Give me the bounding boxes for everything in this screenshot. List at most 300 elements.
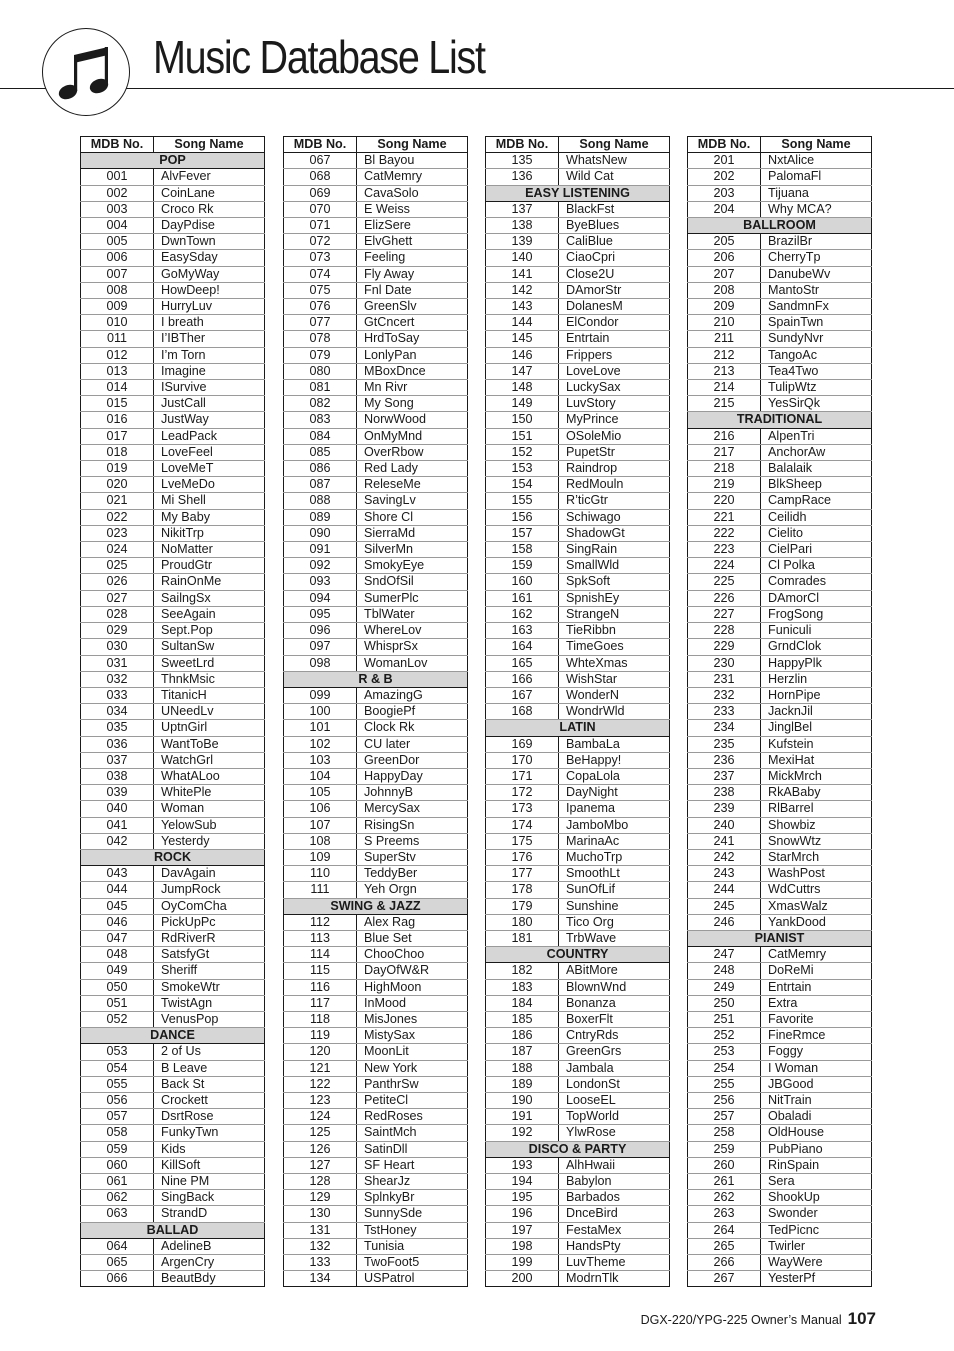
- mdb-number: 009: [81, 299, 154, 315]
- table-row: [81, 250, 265, 266]
- mdb-number: 180: [486, 914, 559, 930]
- song-name: Wild Cat: [559, 169, 670, 185]
- mdb-number: 100: [284, 704, 357, 720]
- song-name: CopaLola: [559, 768, 670, 784]
- table-row: [81, 185, 265, 201]
- table-row: [284, 461, 468, 477]
- mdb-number: 164: [486, 639, 559, 655]
- song-name: Tico Org: [559, 914, 670, 930]
- mdb-number: 170: [486, 752, 559, 768]
- song-name: YlwRose: [559, 1125, 670, 1141]
- table-row: [81, 509, 265, 525]
- table-row: [284, 363, 468, 379]
- table-row: [81, 218, 265, 234]
- song-name: PickUpPc: [154, 914, 265, 930]
- song-name: AlpenTri: [761, 428, 872, 444]
- mdb-number: 203: [688, 185, 761, 201]
- table-row: [284, 1044, 468, 1060]
- mdb-number: 070: [284, 201, 357, 217]
- table-header-row: [486, 137, 670, 153]
- song-name: WdCuttrs: [761, 882, 872, 898]
- song-name: WatchGrl: [154, 752, 265, 768]
- table-row: [688, 639, 872, 655]
- table-row: [688, 331, 872, 347]
- mdb-number: 037: [81, 752, 154, 768]
- category-label: COUNTRY: [486, 947, 670, 963]
- mdb-number: 049: [81, 963, 154, 979]
- table-row: [81, 282, 265, 298]
- mdb-number: 133: [284, 1255, 357, 1271]
- table-row: [284, 1190, 468, 1206]
- table-row: [284, 833, 468, 849]
- table-row: [81, 574, 265, 590]
- mdb-number: 161: [486, 590, 559, 606]
- category-row: [284, 898, 468, 914]
- table-row: [486, 558, 670, 574]
- mdb-number: 031: [81, 655, 154, 671]
- song-name: SierraMd: [357, 525, 468, 541]
- mdb-number: 010: [81, 315, 154, 331]
- table-row: [486, 299, 670, 315]
- song-name: Bl Bayou: [357, 153, 468, 169]
- song-name: Sera: [761, 1174, 872, 1190]
- table-row: [81, 558, 265, 574]
- mdb-number: 063: [81, 1206, 154, 1222]
- mdb-number: 061: [81, 1174, 154, 1190]
- mdb-number: 090: [284, 525, 357, 541]
- table-row: [486, 477, 670, 493]
- song-name: WhitePle: [154, 785, 265, 801]
- song-name: Kufstein: [761, 736, 872, 752]
- mdb-number: 262: [688, 1190, 761, 1206]
- table-row: [486, 785, 670, 801]
- mdb-number: 145: [486, 331, 559, 347]
- category-label: POP: [81, 153, 265, 169]
- table-row: [486, 444, 670, 460]
- song-name: DnceBird: [559, 1206, 670, 1222]
- song-name: RisingSn: [357, 817, 468, 833]
- table-row: [284, 1109, 468, 1125]
- mdb-number: 075: [284, 282, 357, 298]
- mdb-number: 208: [688, 282, 761, 298]
- table-row: [284, 1238, 468, 1254]
- table-row: [688, 1222, 872, 1238]
- table-row: [81, 752, 265, 768]
- table-row: [486, 250, 670, 266]
- table-row: [688, 396, 872, 412]
- song-name: BrazilBr: [761, 234, 872, 250]
- mdb-number: 192: [486, 1125, 559, 1141]
- song-name: S Preems: [357, 833, 468, 849]
- mdb-number: 182: [486, 963, 559, 979]
- song-name: ProudGtr: [154, 558, 265, 574]
- table-row: [688, 315, 872, 331]
- table-header-row: [284, 137, 468, 153]
- mdb-number: 034: [81, 704, 154, 720]
- song-name: Sunshine: [559, 898, 670, 914]
- mdb-number: 210: [688, 315, 761, 331]
- song-name: MickMrch: [761, 768, 872, 784]
- table-row: [284, 1076, 468, 1092]
- mdb-number: 197: [486, 1222, 559, 1238]
- song-name: HornPipe: [761, 687, 872, 703]
- mdb-number: 177: [486, 866, 559, 882]
- table-row: [486, 590, 670, 606]
- mdb-number: 261: [688, 1174, 761, 1190]
- song-name: UNeedLv: [154, 704, 265, 720]
- table-row: [284, 542, 468, 558]
- song-name: TieRibbn: [559, 623, 670, 639]
- mdb-number: 251: [688, 1011, 761, 1027]
- mdb-number: 254: [688, 1060, 761, 1076]
- song-name: DayOfW&R: [357, 963, 468, 979]
- table-row: [688, 266, 872, 282]
- mdb-number: 067: [284, 153, 357, 169]
- mdb-number: 162: [486, 606, 559, 622]
- table-row: [284, 1255, 468, 1271]
- table-row: [688, 428, 872, 444]
- table-row: [486, 509, 670, 525]
- song-name: WayWere: [761, 1255, 872, 1271]
- mdb-number: 023: [81, 525, 154, 541]
- song-name: DwnTown: [154, 234, 265, 250]
- mdb-number: 076: [284, 299, 357, 315]
- song-name: Foggy: [761, 1044, 872, 1060]
- song-name: Red Lady: [357, 461, 468, 477]
- song-name: SndOfSil: [357, 574, 468, 590]
- mdb-number: 065: [81, 1255, 154, 1271]
- song-name: Favorite: [761, 1011, 872, 1027]
- song-name: WhteXmas: [559, 655, 670, 671]
- table-row: [688, 1044, 872, 1060]
- header-song-name: Song Name: [761, 137, 872, 153]
- table-row: [486, 315, 670, 331]
- mdb-number: 135: [486, 153, 559, 169]
- mdb-number: 050: [81, 979, 154, 995]
- category-label: DANCE: [81, 1028, 265, 1044]
- song-name: BeautBdy: [154, 1271, 265, 1287]
- mdb-number: 155: [486, 493, 559, 509]
- song-name: SplnkyBr: [357, 1190, 468, 1206]
- table-row: [688, 833, 872, 849]
- mdb-number: 036: [81, 736, 154, 752]
- song-name: Balalaik: [761, 461, 872, 477]
- table-row: [81, 347, 265, 363]
- song-name: Bonanza: [559, 995, 670, 1011]
- song-name: MisJones: [357, 1011, 468, 1027]
- mdb-number: 107: [284, 817, 357, 833]
- table-row: [284, 299, 468, 315]
- table-row: [81, 623, 265, 639]
- category-row: [688, 218, 872, 234]
- table-row: [284, 866, 468, 882]
- song-name: SumerPlc: [357, 590, 468, 606]
- mdb-number: 146: [486, 347, 559, 363]
- mdb-number: 139: [486, 234, 559, 250]
- table-row: [284, 266, 468, 282]
- mdb-number: 101: [284, 720, 357, 736]
- song-name: SandmnFx: [761, 299, 872, 315]
- mdb-number: 043: [81, 866, 154, 882]
- song-name: TrbWave: [559, 930, 670, 946]
- mdb-number: 153: [486, 461, 559, 477]
- mdb-number: 167: [486, 687, 559, 703]
- song-name: ModrnTlk: [559, 1271, 670, 1287]
- mdb-number: 191: [486, 1109, 559, 1125]
- mdb-number: 244: [688, 882, 761, 898]
- table-row: [284, 1174, 468, 1190]
- category-row: [688, 930, 872, 946]
- song-name: RdRiverR: [154, 930, 265, 946]
- table-row: [688, 785, 872, 801]
- table-row: [284, 412, 468, 428]
- footer-manual-name: DGX-220/YPG-225 Owner’s Manual: [640, 1313, 842, 1327]
- table-row: [486, 671, 670, 687]
- mdb-number: 171: [486, 768, 559, 784]
- table-row: [486, 768, 670, 784]
- mdb-number: 234: [688, 720, 761, 736]
- table-row: [688, 1157, 872, 1173]
- table-row: [284, 1222, 468, 1238]
- mdb-number: 148: [486, 380, 559, 396]
- song-name: TopWorld: [559, 1109, 670, 1125]
- song-name: Entrtain: [761, 979, 872, 995]
- song-name: AdelineB: [154, 1238, 265, 1254]
- table-row: [81, 898, 265, 914]
- mdb-number: 248: [688, 963, 761, 979]
- mdb-number: 258: [688, 1125, 761, 1141]
- mdb-number: 112: [284, 914, 357, 930]
- mdb-number: 053: [81, 1044, 154, 1060]
- song-name: DAmorStr: [559, 282, 670, 298]
- table-row: [486, 655, 670, 671]
- table-row: [486, 1109, 670, 1125]
- table-row: [486, 428, 670, 444]
- mdb-number: 102: [284, 736, 357, 752]
- table-row: [81, 1157, 265, 1173]
- table-row: [486, 1255, 670, 1271]
- mdb-number: 266: [688, 1255, 761, 1271]
- table-row: [81, 1109, 265, 1125]
- song-name: SilverMn: [357, 542, 468, 558]
- song-name: SuperStv: [357, 849, 468, 865]
- category-label: DISCO & PARTY: [486, 1141, 670, 1157]
- mdb-number: 086: [284, 461, 357, 477]
- song-name: HappyPlk: [761, 655, 872, 671]
- table-row: [486, 898, 670, 914]
- song-name: Barbados: [559, 1190, 670, 1206]
- mdb-number: 193: [486, 1157, 559, 1173]
- mdb-number: 163: [486, 623, 559, 639]
- song-name: SultanSw: [154, 639, 265, 655]
- mdb-number: 219: [688, 477, 761, 493]
- header-mdb-no: MDB No.: [486, 137, 559, 153]
- song-name: LuvStory: [559, 396, 670, 412]
- song-name: Sheriff: [154, 963, 265, 979]
- table-row: [284, 930, 468, 946]
- table-row: [688, 1076, 872, 1092]
- song-name: SmokyEye: [357, 558, 468, 574]
- mdb-number: 236: [688, 752, 761, 768]
- song-name: OSoleMio: [559, 428, 670, 444]
- mdb-number: 142: [486, 282, 559, 298]
- song-name: HighMoon: [357, 979, 468, 995]
- mdb-number: 095: [284, 606, 357, 622]
- song-name: CU later: [357, 736, 468, 752]
- song-name: SweetLrd: [154, 655, 265, 671]
- category-label: TRADITIONAL: [688, 412, 872, 428]
- table-row: [688, 1092, 872, 1108]
- table-row: [284, 153, 468, 169]
- song-name: USPatrol: [357, 1271, 468, 1287]
- table-row: [486, 1206, 670, 1222]
- song-name: Tunisia: [357, 1238, 468, 1254]
- mdb-number: 172: [486, 785, 559, 801]
- song-name: JacknJil: [761, 704, 872, 720]
- mdb-number: 052: [81, 1011, 154, 1027]
- song-name: LveMeDo: [154, 477, 265, 493]
- song-name: CherryTp: [761, 250, 872, 266]
- category-row: [284, 671, 468, 687]
- mdb-number: 178: [486, 882, 559, 898]
- song-name: YelowSub: [154, 817, 265, 833]
- mdb-number: 033: [81, 687, 154, 703]
- table-row: [688, 655, 872, 671]
- mdb-number: 087: [284, 477, 357, 493]
- song-name: LuvTheme: [559, 1255, 670, 1271]
- mdb-number: 223: [688, 542, 761, 558]
- table-row: [486, 461, 670, 477]
- page-number: 107: [847, 1309, 876, 1328]
- table-row: [486, 687, 670, 703]
- category-label: BALLROOM: [688, 218, 872, 234]
- mdb-number: 092: [284, 558, 357, 574]
- mdb-number: 238: [688, 785, 761, 801]
- song-name: SpkSoft: [559, 574, 670, 590]
- table-row: [486, 1060, 670, 1076]
- table-row: [688, 1190, 872, 1206]
- song-table-2: [283, 136, 468, 1287]
- header-mdb-no: MDB No.: [284, 137, 357, 153]
- category-row: [486, 720, 670, 736]
- table-row: [284, 1011, 468, 1027]
- mdb-number: 199: [486, 1255, 559, 1271]
- mdb-number: 064: [81, 1238, 154, 1254]
- table-row: [81, 461, 265, 477]
- table-row: [688, 1060, 872, 1076]
- table-row: [284, 1060, 468, 1076]
- table-row: [486, 1174, 670, 1190]
- table-row: [284, 606, 468, 622]
- song-name: WonderN: [559, 687, 670, 703]
- mdb-number: 089: [284, 509, 357, 525]
- category-label: LATIN: [486, 720, 670, 736]
- mdb-number: 099: [284, 687, 357, 703]
- table-row: [81, 412, 265, 428]
- song-name: HandsPty: [559, 1238, 670, 1254]
- song-table-3: [485, 136, 670, 1287]
- song-name: MexiHat: [761, 752, 872, 768]
- table-row: [486, 849, 670, 865]
- table-row: [284, 493, 468, 509]
- song-name: SeeAgain: [154, 606, 265, 622]
- song-name: Feeling: [357, 250, 468, 266]
- mdb-number: 114: [284, 947, 357, 963]
- table-row: [81, 542, 265, 558]
- song-name: MyPrince: [559, 412, 670, 428]
- song-name: LoveMeT: [154, 461, 265, 477]
- mdb-number: 014: [81, 380, 154, 396]
- table-row: [688, 461, 872, 477]
- mdb-number: 174: [486, 817, 559, 833]
- song-name: MBoxDnce: [357, 363, 468, 379]
- song-name: Twirler: [761, 1238, 872, 1254]
- mdb-number: 149: [486, 396, 559, 412]
- song-name: JustCall: [154, 396, 265, 412]
- table-row: [284, 1028, 468, 1044]
- mdb-number: 041: [81, 817, 154, 833]
- table-row: [81, 315, 265, 331]
- table-row: [81, 299, 265, 315]
- song-name: Herzlin: [761, 671, 872, 687]
- song-name: AlvFever: [154, 169, 265, 185]
- song-name: Ipanema: [559, 801, 670, 817]
- mdb-number: 024: [81, 542, 154, 558]
- table-row: [688, 768, 872, 784]
- table-row: [81, 363, 265, 379]
- song-name: Schiwago: [559, 509, 670, 525]
- table-row: [688, 185, 872, 201]
- song-name: BlackFst: [559, 201, 670, 217]
- table-row: [688, 687, 872, 703]
- song-name: JBGood: [761, 1076, 872, 1092]
- mdb-number: 144: [486, 315, 559, 331]
- mdb-number: 058: [81, 1125, 154, 1141]
- table-row: [486, 1011, 670, 1027]
- mdb-number: 235: [688, 736, 761, 752]
- song-name: SmallWld: [559, 558, 670, 574]
- mdb-number: 230: [688, 655, 761, 671]
- song-name: Raindrop: [559, 461, 670, 477]
- song-name: Fnl Date: [357, 282, 468, 298]
- table-row: [688, 1271, 872, 1287]
- mdb-number: 104: [284, 768, 357, 784]
- song-name: SmokeWtr: [154, 979, 265, 995]
- mdb-number: 231: [688, 671, 761, 687]
- table-row: [688, 1028, 872, 1044]
- table-row: [284, 331, 468, 347]
- table-row: [688, 1255, 872, 1271]
- table-row: [688, 169, 872, 185]
- song-name: AnchorAw: [761, 444, 872, 460]
- song-name: NitTrain: [761, 1092, 872, 1108]
- song-name: SunnySde: [357, 1206, 468, 1222]
- mdb-number: 001: [81, 169, 154, 185]
- table-row: [688, 299, 872, 315]
- table-row: [688, 801, 872, 817]
- mdb-number: 166: [486, 671, 559, 687]
- mdb-number: 240: [688, 817, 761, 833]
- mdb-number: 020: [81, 477, 154, 493]
- song-name: TwistAgn: [154, 995, 265, 1011]
- mdb-number: 175: [486, 833, 559, 849]
- song-name: B Leave: [154, 1060, 265, 1076]
- song-name: MistySax: [357, 1028, 468, 1044]
- mdb-number: 045: [81, 898, 154, 914]
- mdb-number: 029: [81, 623, 154, 639]
- song-name: YesSirQk: [761, 396, 872, 412]
- table-row: [81, 1092, 265, 1108]
